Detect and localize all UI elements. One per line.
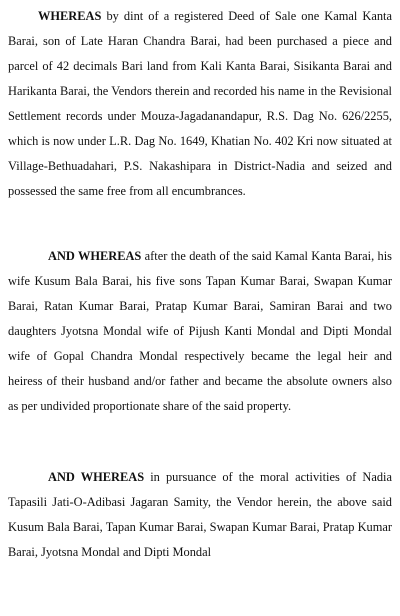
paragraph-1-lead: WHEREAS (38, 9, 102, 23)
paragraph-2 (8, 244, 392, 419)
paragraph-2-text: after the death of the said Kamal Kanta Barai, his wife Kusum Bala Barai, his five sons Tapan Kumar Barai, Swapan Kumar Barai, Ratan Kumar Barai, Pratap Kumar Barai, Samiran Barai and two daughters Jyotsna Mondal wife of Pijush Kanti Mondal and Dipti Mondal wife of Gopal Chandra Mondal respectively became the legal heir and heiress of their husband and/or father and became the absolute owners also as per undivided proportionate share of the said property. (8, 249, 392, 413)
paragraph-2-lead: AND WHEREAS (48, 249, 142, 263)
paragraph-1 (8, 4, 392, 204)
paragraph-3-text: in pursuance of the moral activities of Nadia Tapasili Jati-O-Adibasi Jagaran Samity, the Vendor herein, the above said Kusum Bala Barai, Tapan Kumar Barai, Swapan Kumar Barai, Pratap Kumar Barai, Jyotsna Mondal and Dipti Mondal (8, 470, 392, 559)
paragraph-3-lead: AND WHEREAS (48, 470, 145, 484)
paragraph-1-text: by dint of a registered Deed of Sale one Kamal Kanta Barai, son of Late Haran Chandra Barai, had been purchased a piece and parcel of 42 decimals Bari land from Kali Kanta Barai, Sisikanta Barai and Harikanta Barai, the Vendors therein and recorded his name in the Revisional Settlement records under Mouza-Jagadanandapur, R.S. Dag No. 626/2255, which is now under L.R. Dag No. 1649, Khatian No. 402 Kri now situated at Village-Bethuadahari, P.S. Nakashipara in District-Nadia and seized and possessed the same free from all encumbrances. (8, 9, 392, 198)
paragraph-3 (8, 465, 392, 565)
